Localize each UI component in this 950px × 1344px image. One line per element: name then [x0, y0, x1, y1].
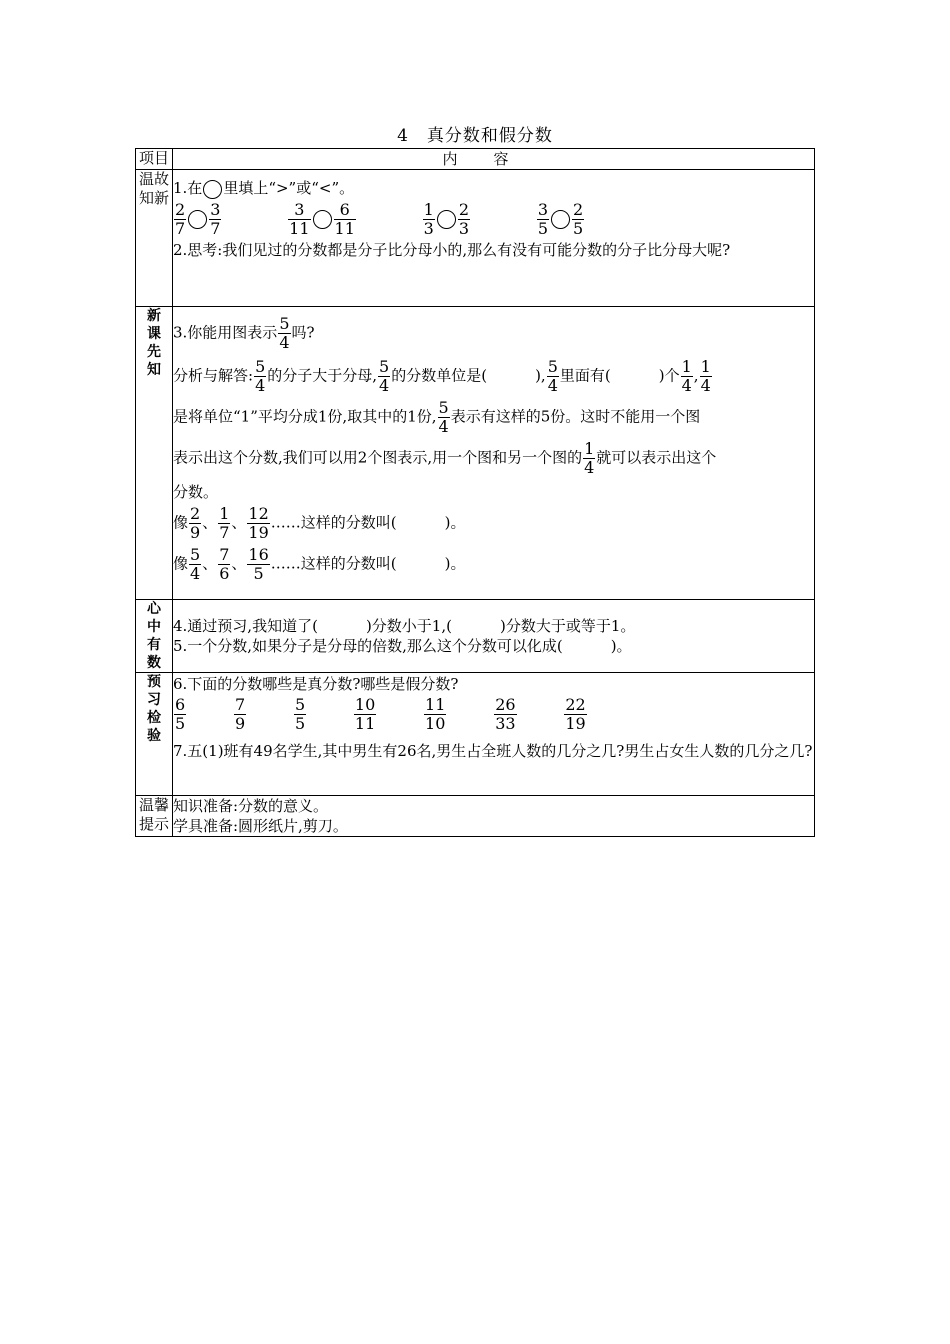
- fraction: $\frac{1}{4}$: [584, 439, 595, 477]
- q1-prefix: 1.在: [173, 179, 203, 197]
- fraction: $\frac{3}{11}$: [289, 199, 310, 238]
- q3-line: [173, 315, 814, 352]
- preview-row: [136, 307, 815, 600]
- fraction: $\frac{6}{11}$: [334, 199, 355, 238]
- fraction: $\frac{11}{10}$: [425, 695, 446, 733]
- q3-prefix: 3.你能用图表示: [173, 323, 278, 342]
- fraction: $\frac{2}{7}$: [175, 199, 186, 238]
- fraction: $\frac{12}{19}$: [248, 504, 269, 542]
- mind-content: [173, 600, 815, 673]
- q7-text: 7.五(1)班有49名学生,其中男生有26名,男生占全班人数的几分之几?男生占女生人数的几分之几?: [173, 742, 813, 760]
- q6-text: 6.下面的分数哪些是真分数?哪些是假分数?: [173, 675, 459, 693]
- fraction: $\frac{1}{7}$: [219, 504, 230, 542]
- fraction: $\frac{22}{19}$: [565, 695, 586, 733]
- preview-content: [173, 307, 815, 600]
- fraction: $\frac{7}{6}$: [219, 545, 230, 583]
- mind-label: 心中有数: [136, 600, 173, 673]
- comparison-list: [173, 201, 814, 238]
- analysis-line-1: 分析与解答: $\frac{5}{4}$ 的分子大于分母, $\frac{5}{4}$ 的分数单位是( ), $\frac{5}{4}$ 里面有( )个 $\frac{1}{4}$ , $\frac{1}{4}$: [173, 357, 711, 395]
- analysis-line-3: 表示出这个分数,我们可以用2个图表示,用一个图和另一个图的 $\frac{1}{4}$ 就可以表示出这个: [173, 439, 717, 477]
- fraction: $\frac{5}{4}$: [438, 398, 449, 436]
- fraction: $\frac{2}{9}$: [190, 504, 201, 542]
- check-label: 预习检验: [136, 673, 173, 796]
- review-content: [173, 170, 815, 307]
- lesson-number: 4: [397, 126, 409, 146]
- comparison-item: [287, 201, 357, 238]
- fraction: $\frac{5}{4}$: [379, 357, 390, 395]
- answer-circle[interactable]: [188, 210, 207, 229]
- tips-row: [136, 796, 815, 837]
- tips-content: [173, 796, 815, 837]
- q5-line: 5.一个分数,如果分子是分母的倍数,那么这个分数可以化成( )。: [173, 637, 632, 655]
- like-line-1: 像 $\frac{2}{9}$ 、 $\frac{1}{7}$ 、 $\frac{12}{19}$ ……这样的分数叫( )。: [173, 504, 466, 542]
- fraction: $\frac{1}{4}$: [681, 357, 692, 395]
- check-content: [173, 673, 815, 796]
- mind-row: [136, 600, 815, 673]
- fraction: $\frac{5}{4}$: [190, 545, 201, 583]
- fraction: $\frac{7}{9}$: [234, 695, 246, 733]
- header-content: 内容: [173, 149, 815, 170]
- tips-label: 温馨提示: [136, 796, 173, 837]
- q3-suffix: 吗?: [291, 323, 315, 342]
- tips-line-1: 知识准备:分数的意义。: [173, 797, 329, 815]
- fraction: $\frac{10}{11}$: [354, 695, 376, 733]
- like-line-2: 像 $\frac{5}{4}$ 、 $\frac{7}{6}$ 、 $\frac{16}{5}$ ……这样的分数叫( )。: [173, 545, 466, 583]
- table-header-row: [136, 149, 815, 170]
- fraction: $\frac{6}{5}$: [175, 695, 186, 733]
- answer-circle[interactable]: [551, 210, 570, 229]
- analysis-line-4: 分数。: [173, 483, 219, 501]
- answer-circle[interactable]: [313, 210, 332, 229]
- q1-suffix: 里填上“>”或“<”。: [223, 179, 355, 197]
- q4-line: 4.通过预习,我知道了( )分数小于1,( )分数大于或等于1。: [173, 617, 636, 635]
- fraction-list: [173, 696, 814, 733]
- fraction: $\frac{2}{5}$: [573, 199, 584, 238]
- fraction: $\frac{5}{4}$: [547, 357, 558, 395]
- analysis-line-2: 是将单位“1”平均分成1份,取其中的1份, $\frac{5}{4}$ 表示有这样的5份。这时不能用一个图: [173, 398, 701, 436]
- review-label: 温故知新: [136, 170, 173, 307]
- answer-circle[interactable]: [437, 210, 456, 229]
- preview-label: 新课先知: [136, 307, 173, 600]
- page-title: [0, 121, 950, 146]
- fraction: $\frac{3}{7}$: [210, 199, 221, 238]
- fraction: $\frac{1}{4}$: [700, 357, 711, 395]
- tips-line-2: 学具准备:圆形纸片,剪刀。: [173, 817, 348, 835]
- fraction: $\frac{5}{5}$: [294, 695, 306, 733]
- header-item: 项目: [136, 149, 173, 170]
- fraction: $\frac{1}{3}$: [423, 199, 434, 238]
- fraction: $\frac{26}{33}$: [495, 695, 516, 733]
- fraction: $\frac{3}{5}$: [537, 199, 548, 238]
- q1-line: [173, 178, 814, 199]
- q2-text: 2.思考:我们见过的分数都是分子比分母小的,那么有没有可能分数的分子比分母大呢?: [173, 240, 731, 259]
- comparison-item: [173, 201, 222, 238]
- fraction: $\frac{2}{3}$: [458, 199, 470, 238]
- fraction: $\frac{16}{5}$: [248, 545, 269, 583]
- comparison-item: [536, 201, 585, 238]
- fraction: $\frac{5}{4}$: [255, 357, 266, 395]
- lesson-table: [135, 148, 815, 837]
- review-row: [136, 170, 815, 307]
- lesson-title: 真分数和假分数: [426, 126, 553, 146]
- comparison-item: [422, 201, 471, 238]
- check-row: [136, 673, 815, 796]
- fraction: $\frac{5}{4}$: [279, 314, 290, 352]
- circle-icon: [203, 180, 222, 199]
